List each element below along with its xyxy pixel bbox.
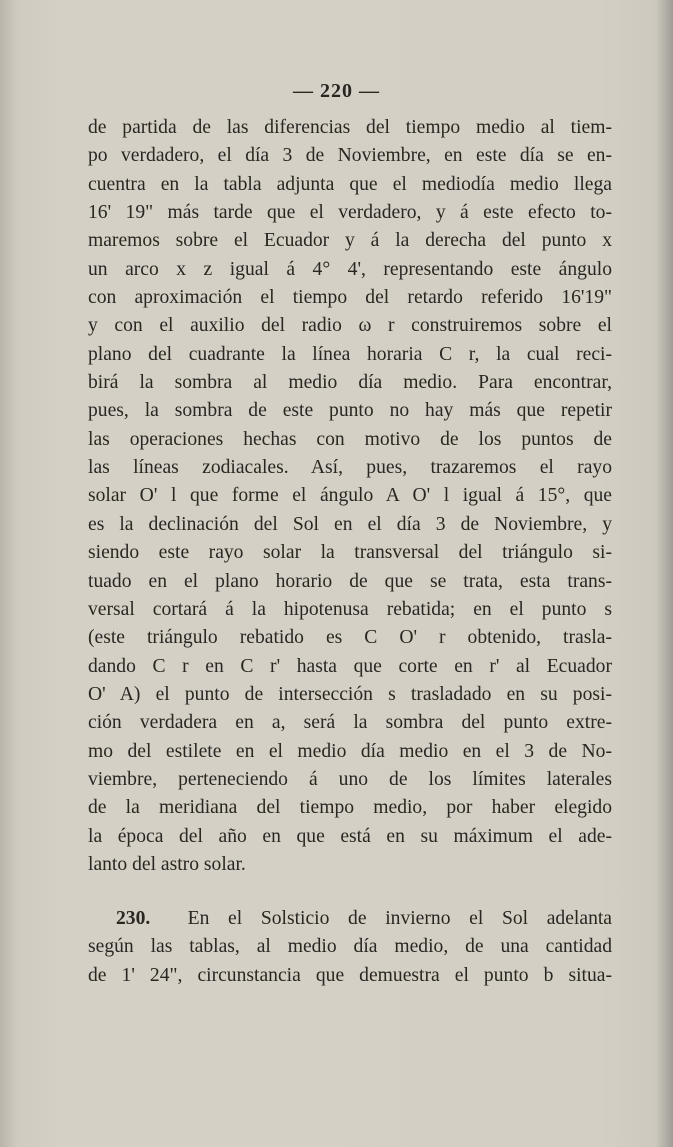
text-line: un arco x z igual á 4° 4', representando este ángulo <box>88 258 612 280</box>
text-line: birá la sombra al medio día medio. Para encontrar, <box>88 372 612 394</box>
section-number: 230. <box>116 908 151 929</box>
text-line: viembre, perteneciendo á uno de los límites laterales <box>88 768 612 790</box>
text-line: siendo este rayo solar la transversal del triángulo si- <box>88 542 612 564</box>
text-line: las líneas zodiacales. Así, pues, trazaremos el rayo <box>88 457 612 479</box>
text-line: según las tablas, al medio día medio, de una cantidad <box>88 936 612 958</box>
text-line: dando C r en C r' hasta que corte en r' al Ecuador <box>88 655 612 677</box>
text-line: mo del estilete en el medio día medio en el 3 de No- <box>88 740 612 762</box>
paragraph-2 <box>88 905 612 990</box>
text-line: po verdadero, el día 3 de Noviembre, en este día se en- <box>88 145 612 167</box>
text-line: con aproximación el tiempo del retardo referido 16'19" <box>88 287 612 309</box>
text-line: (este triángulo rebatido es C O' r obtenido, trasla- <box>88 627 612 649</box>
text-line: maremos sobre el Ecuador y á la derecha del punto x <box>88 230 612 252</box>
page-number: — 220 — <box>293 80 380 102</box>
text-line: plano del cuadrante la línea horaria C r, la cual reci- <box>88 343 612 365</box>
text-line: versal cortará á la hipotenusa rebatida; en el punto s <box>88 598 612 620</box>
text-line: es la declinación del Sol en el día 3 de Noviembre, y <box>88 513 612 535</box>
text-line: la época del año en que está en su máximum el ade- <box>88 825 612 847</box>
text-line: pues, la sombra de este punto no hay más que repetir <box>88 400 612 422</box>
text-line: ción verdadera en a, será la sombra del punto extre- <box>88 712 612 734</box>
text-line: tuado en el plano horario de que se trata, esta trans- <box>88 570 612 592</box>
paragraph-2-first-text: En el Solsticio de invierno el Sol adelanta <box>187 908 613 929</box>
paragraph-1 <box>88 114 612 879</box>
text-line: de partida de las diferencias del tiempo medio al tiem- <box>88 117 612 138</box>
text-line-first <box>88 905 612 933</box>
text-line: lanto del astro solar. <box>88 853 246 875</box>
text-line: de la meridiana del tiempo medio, por haber elegido <box>88 797 612 819</box>
text-line: O' A) el punto de intersección s trasladado en su posi- <box>88 683 612 705</box>
text-line: de 1' 24", circunstancia que demuestra el punto b situa- <box>88 964 612 986</box>
text-line: cuentra en la tabla adjunta que el mediodía medio llega <box>88 173 612 195</box>
text-line: las operaciones hechas con motivo de los puntos de <box>88 428 612 450</box>
text-line: y con el auxilio del radio ω r construiremos sobre el <box>88 315 612 337</box>
text-line: 16' 19" más tarde que el verdadero, y á este efecto to- <box>88 202 612 224</box>
text-line: solar O' l que forme el ángulo A O' l igual á 15°, que <box>88 485 612 507</box>
